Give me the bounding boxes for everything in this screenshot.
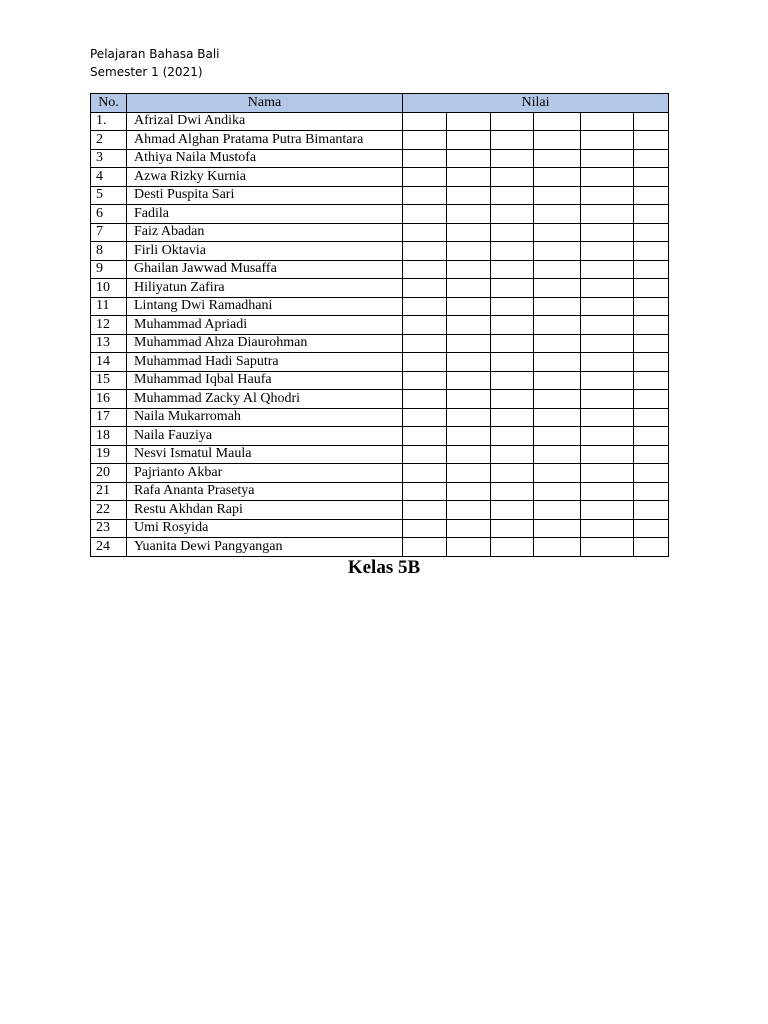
score-cell[interactable]: [491, 279, 534, 298]
student-name-cell: Fadila: [127, 205, 403, 224]
score-cell[interactable]: [581, 445, 634, 464]
student-name-cell: Ghailan Jawwad Musaffa: [127, 260, 403, 279]
score-cell[interactable]: [634, 279, 669, 298]
score-cell[interactable]: [534, 464, 581, 483]
score-cell[interactable]: [403, 501, 447, 520]
score-cell[interactable]: [447, 464, 491, 483]
score-cell[interactable]: [491, 519, 534, 538]
score-cell[interactable]: [634, 519, 669, 538]
student-number-cell: 8: [91, 242, 127, 261]
score-cell[interactable]: [491, 408, 534, 427]
score-cell[interactable]: [403, 260, 447, 279]
score-cell[interactable]: [447, 371, 491, 390]
score-cell[interactable]: [581, 149, 634, 168]
score-cell[interactable]: [634, 260, 669, 279]
student-number-cell: 14: [91, 353, 127, 372]
score-cell[interactable]: [447, 482, 491, 501]
score-cell[interactable]: [581, 260, 634, 279]
score-cell[interactable]: [447, 390, 491, 409]
score-cell[interactable]: [581, 186, 634, 205]
score-cell[interactable]: [447, 131, 491, 150]
score-cell[interactable]: [581, 131, 634, 150]
score-cell[interactable]: [534, 538, 581, 557]
score-cell[interactable]: [634, 242, 669, 261]
subject-title: Pelajaran Bahasa Bali: [90, 47, 220, 61]
table-row: [91, 205, 669, 224]
score-cell[interactable]: [491, 186, 534, 205]
student-name-cell: Naila Fauziya: [127, 427, 403, 446]
table-row: [91, 390, 669, 409]
score-cell[interactable]: [634, 186, 669, 205]
student-number-cell: 13: [91, 334, 127, 353]
score-cell[interactable]: [634, 408, 669, 427]
student-name-cell: Naila Mukarromah: [127, 408, 403, 427]
score-cell[interactable]: [581, 371, 634, 390]
table-row: [91, 427, 669, 446]
score-cell[interactable]: [403, 427, 447, 446]
table-row: [91, 371, 669, 390]
student-number-cell: 20: [91, 464, 127, 483]
score-cell[interactable]: [491, 371, 534, 390]
grade-table: [90, 93, 669, 557]
header-no: No.: [91, 94, 127, 113]
score-cell[interactable]: [634, 334, 669, 353]
score-cell[interactable]: [534, 168, 581, 187]
student-name-cell: Muhammad Zacky Al Qhodri: [127, 390, 403, 409]
table-row: [91, 186, 669, 205]
student-number-cell: 11: [91, 297, 127, 316]
score-cell[interactable]: [581, 482, 634, 501]
score-cell[interactable]: [581, 112, 634, 131]
score-cell[interactable]: [447, 538, 491, 557]
score-cell[interactable]: [491, 205, 534, 224]
score-cell[interactable]: [581, 242, 634, 261]
table-row: [91, 112, 669, 131]
score-cell[interactable]: [447, 501, 491, 520]
score-cell[interactable]: [403, 205, 447, 224]
score-cell[interactable]: [534, 223, 581, 242]
student-number-cell: 6: [91, 205, 127, 224]
student-number-cell: 3: [91, 149, 127, 168]
score-cell[interactable]: [634, 501, 669, 520]
score-cell[interactable]: [491, 464, 534, 483]
score-cell[interactable]: [447, 242, 491, 261]
score-cell[interactable]: [403, 408, 447, 427]
student-name-cell: Muhammad Apriadi: [127, 316, 403, 335]
table-row: [91, 223, 669, 242]
table-row: [91, 353, 669, 372]
table-row: [91, 445, 669, 464]
student-name-cell: Ahmad Alghan Pratama Putra Bimantara: [127, 131, 403, 150]
score-cell[interactable]: [403, 223, 447, 242]
score-cell[interactable]: [581, 519, 634, 538]
score-cell[interactable]: [534, 131, 581, 150]
score-cell[interactable]: [634, 168, 669, 187]
score-cell[interactable]: [634, 482, 669, 501]
score-cell[interactable]: [581, 297, 634, 316]
student-name-cell: Nesvi Ismatul Maula: [127, 445, 403, 464]
score-cell[interactable]: [581, 408, 634, 427]
score-cell[interactable]: [581, 427, 634, 446]
score-cell[interactable]: [581, 353, 634, 372]
table-header-row: [91, 94, 669, 113]
table-row: [91, 168, 669, 187]
score-cell[interactable]: [403, 464, 447, 483]
student-name-cell: Muhammad Iqbal Haufa: [127, 371, 403, 390]
score-cell[interactable]: [447, 112, 491, 131]
student-name-cell: Athiya Naila Mustofa: [127, 149, 403, 168]
score-cell[interactable]: [403, 316, 447, 335]
score-cell[interactable]: [634, 316, 669, 335]
score-cell[interactable]: [634, 205, 669, 224]
table-row: [91, 482, 669, 501]
score-cell[interactable]: [634, 353, 669, 372]
student-number-cell: 1.: [91, 112, 127, 131]
score-cell[interactable]: [534, 390, 581, 409]
student-number-cell: 12: [91, 316, 127, 335]
score-cell[interactable]: [447, 205, 491, 224]
table-row: [91, 297, 669, 316]
score-cell[interactable]: [403, 353, 447, 372]
student-number-cell: 16: [91, 390, 127, 409]
score-cell[interactable]: [491, 501, 534, 520]
student-name-cell: Yuanita Dewi Pangyangan: [127, 538, 403, 557]
score-cell[interactable]: [581, 279, 634, 298]
score-cell[interactable]: [581, 390, 634, 409]
score-cell[interactable]: [403, 297, 447, 316]
score-cell[interactable]: [403, 149, 447, 168]
student-name-cell: Desti Puspita Sari: [127, 186, 403, 205]
score-cell[interactable]: [447, 316, 491, 335]
score-cell[interactable]: [634, 371, 669, 390]
score-cell[interactable]: [581, 168, 634, 187]
score-cell[interactable]: [491, 131, 534, 150]
student-number-cell: 19: [91, 445, 127, 464]
score-cell[interactable]: [634, 464, 669, 483]
student-number-cell: 22: [91, 501, 127, 520]
student-name-cell: Azwa Rizky Kurnia: [127, 168, 403, 187]
score-cell[interactable]: [534, 334, 581, 353]
score-cell[interactable]: [491, 427, 534, 446]
score-cell[interactable]: [634, 223, 669, 242]
score-cell[interactable]: [491, 149, 534, 168]
score-cell[interactable]: [403, 131, 447, 150]
student-name-cell: Pajrianto Akbar: [127, 464, 403, 483]
header-score: Nilai: [403, 94, 669, 113]
score-cell[interactable]: [534, 371, 581, 390]
student-name-cell: Muhammad Ahza Diaurohman: [127, 334, 403, 353]
student-name-cell: Restu Akhdan Rapi: [127, 501, 403, 520]
score-cell[interactable]: [403, 168, 447, 187]
score-cell[interactable]: [491, 390, 534, 409]
student-name-cell: Afrizal Dwi Andika: [127, 112, 403, 131]
score-cell[interactable]: [447, 445, 491, 464]
student-name-cell: Muhammad Hadi Saputra: [127, 353, 403, 372]
score-cell[interactable]: [534, 353, 581, 372]
student-number-cell: 24: [91, 538, 127, 557]
score-cell[interactable]: [581, 223, 634, 242]
score-cell[interactable]: [403, 445, 447, 464]
score-cell[interactable]: [534, 408, 581, 427]
score-cell[interactable]: [534, 482, 581, 501]
table-row: [91, 408, 669, 427]
score-cell[interactable]: [491, 242, 534, 261]
score-cell[interactable]: [534, 427, 581, 446]
score-cell[interactable]: [491, 297, 534, 316]
score-cell[interactable]: [581, 538, 634, 557]
score-cell[interactable]: [634, 112, 669, 131]
student-number-cell: 9: [91, 260, 127, 279]
student-name-cell: Lintang Dwi Ramadhani: [127, 297, 403, 316]
score-cell[interactable]: [581, 205, 634, 224]
score-cell[interactable]: [403, 482, 447, 501]
score-cell[interactable]: [534, 242, 581, 261]
student-name-cell: Umi Rosyida: [127, 519, 403, 538]
table-row: [91, 260, 669, 279]
score-cell[interactable]: [447, 168, 491, 187]
score-cell[interactable]: [491, 334, 534, 353]
student-number-cell: 18: [91, 427, 127, 446]
score-cell[interactable]: [534, 112, 581, 131]
score-cell[interactable]: [403, 279, 447, 298]
class-caption: Kelas 5B: [347, 557, 421, 578]
score-cell[interactable]: [491, 112, 534, 131]
table-body: [91, 112, 669, 556]
student-number-cell: 5: [91, 186, 127, 205]
table-row: [91, 464, 669, 483]
score-cell[interactable]: [581, 464, 634, 483]
score-cell[interactable]: [403, 334, 447, 353]
student-number-cell: 4: [91, 168, 127, 187]
student-name-cell: Firli Oktavia: [127, 242, 403, 261]
table-row: [91, 316, 669, 335]
document-heading: [90, 45, 220, 81]
score-cell[interactable]: [403, 186, 447, 205]
score-cell[interactable]: [634, 445, 669, 464]
score-cell[interactable]: [634, 390, 669, 409]
score-cell[interactable]: [491, 223, 534, 242]
score-cell[interactable]: [447, 427, 491, 446]
table-row: [91, 519, 669, 538]
student-number-cell: 17: [91, 408, 127, 427]
score-cell[interactable]: [634, 149, 669, 168]
table-row: [91, 149, 669, 168]
score-cell[interactable]: [491, 482, 534, 501]
score-cell[interactable]: [634, 427, 669, 446]
score-cell[interactable]: [581, 334, 634, 353]
score-cell[interactable]: [534, 279, 581, 298]
score-cell[interactable]: [634, 131, 669, 150]
table-row: [91, 334, 669, 353]
score-cell[interactable]: [534, 260, 581, 279]
score-cell[interactable]: [581, 316, 634, 335]
score-cell[interactable]: [403, 112, 447, 131]
student-number-cell: 21: [91, 482, 127, 501]
score-cell[interactable]: [447, 353, 491, 372]
score-cell[interactable]: [634, 297, 669, 316]
score-cell[interactable]: [447, 223, 491, 242]
score-cell[interactable]: [491, 538, 534, 557]
table-row: [91, 131, 669, 150]
student-number-cell: 15: [91, 371, 127, 390]
score-cell[interactable]: [491, 168, 534, 187]
score-cell[interactable]: [447, 186, 491, 205]
score-cell[interactable]: [534, 519, 581, 538]
score-cell[interactable]: [447, 519, 491, 538]
score-cell[interactable]: [447, 334, 491, 353]
score-cell[interactable]: [403, 390, 447, 409]
semester-label: Semester 1 (2021): [90, 65, 203, 79]
score-cell[interactable]: [491, 316, 534, 335]
score-cell[interactable]: [534, 316, 581, 335]
score-cell[interactable]: [403, 371, 447, 390]
score-cell[interactable]: [534, 205, 581, 224]
score-cell[interactable]: [491, 353, 534, 372]
score-cell[interactable]: [634, 538, 669, 557]
score-cell[interactable]: [534, 149, 581, 168]
student-number-cell: 2: [91, 131, 127, 150]
table-row: [91, 279, 669, 298]
score-cell[interactable]: [534, 501, 581, 520]
score-cell[interactable]: [534, 186, 581, 205]
student-number-cell: 23: [91, 519, 127, 538]
score-cell[interactable]: [403, 538, 447, 557]
student-name-cell: Rafa Ananta Prasetya: [127, 482, 403, 501]
score-cell[interactable]: [447, 408, 491, 427]
score-cell[interactable]: [581, 501, 634, 520]
table-row: [91, 501, 669, 520]
student-name-cell: Hiliyatun Zafira: [127, 279, 403, 298]
student-number-cell: 10: [91, 279, 127, 298]
score-cell[interactable]: [534, 445, 581, 464]
student-name-cell: Faiz Abadan: [127, 223, 403, 242]
score-cell[interactable]: [491, 445, 534, 464]
score-cell[interactable]: [403, 519, 447, 538]
header-name: Nama: [127, 94, 403, 113]
table-row: [91, 242, 669, 261]
score-cell[interactable]: [447, 149, 491, 168]
score-cell[interactable]: [403, 242, 447, 261]
score-cell[interactable]: [447, 297, 491, 316]
table-row: [91, 538, 669, 557]
score-cell[interactable]: [447, 279, 491, 298]
score-cell[interactable]: [491, 260, 534, 279]
score-cell[interactable]: [447, 260, 491, 279]
student-number-cell: 7: [91, 223, 127, 242]
score-cell[interactable]: [534, 297, 581, 316]
